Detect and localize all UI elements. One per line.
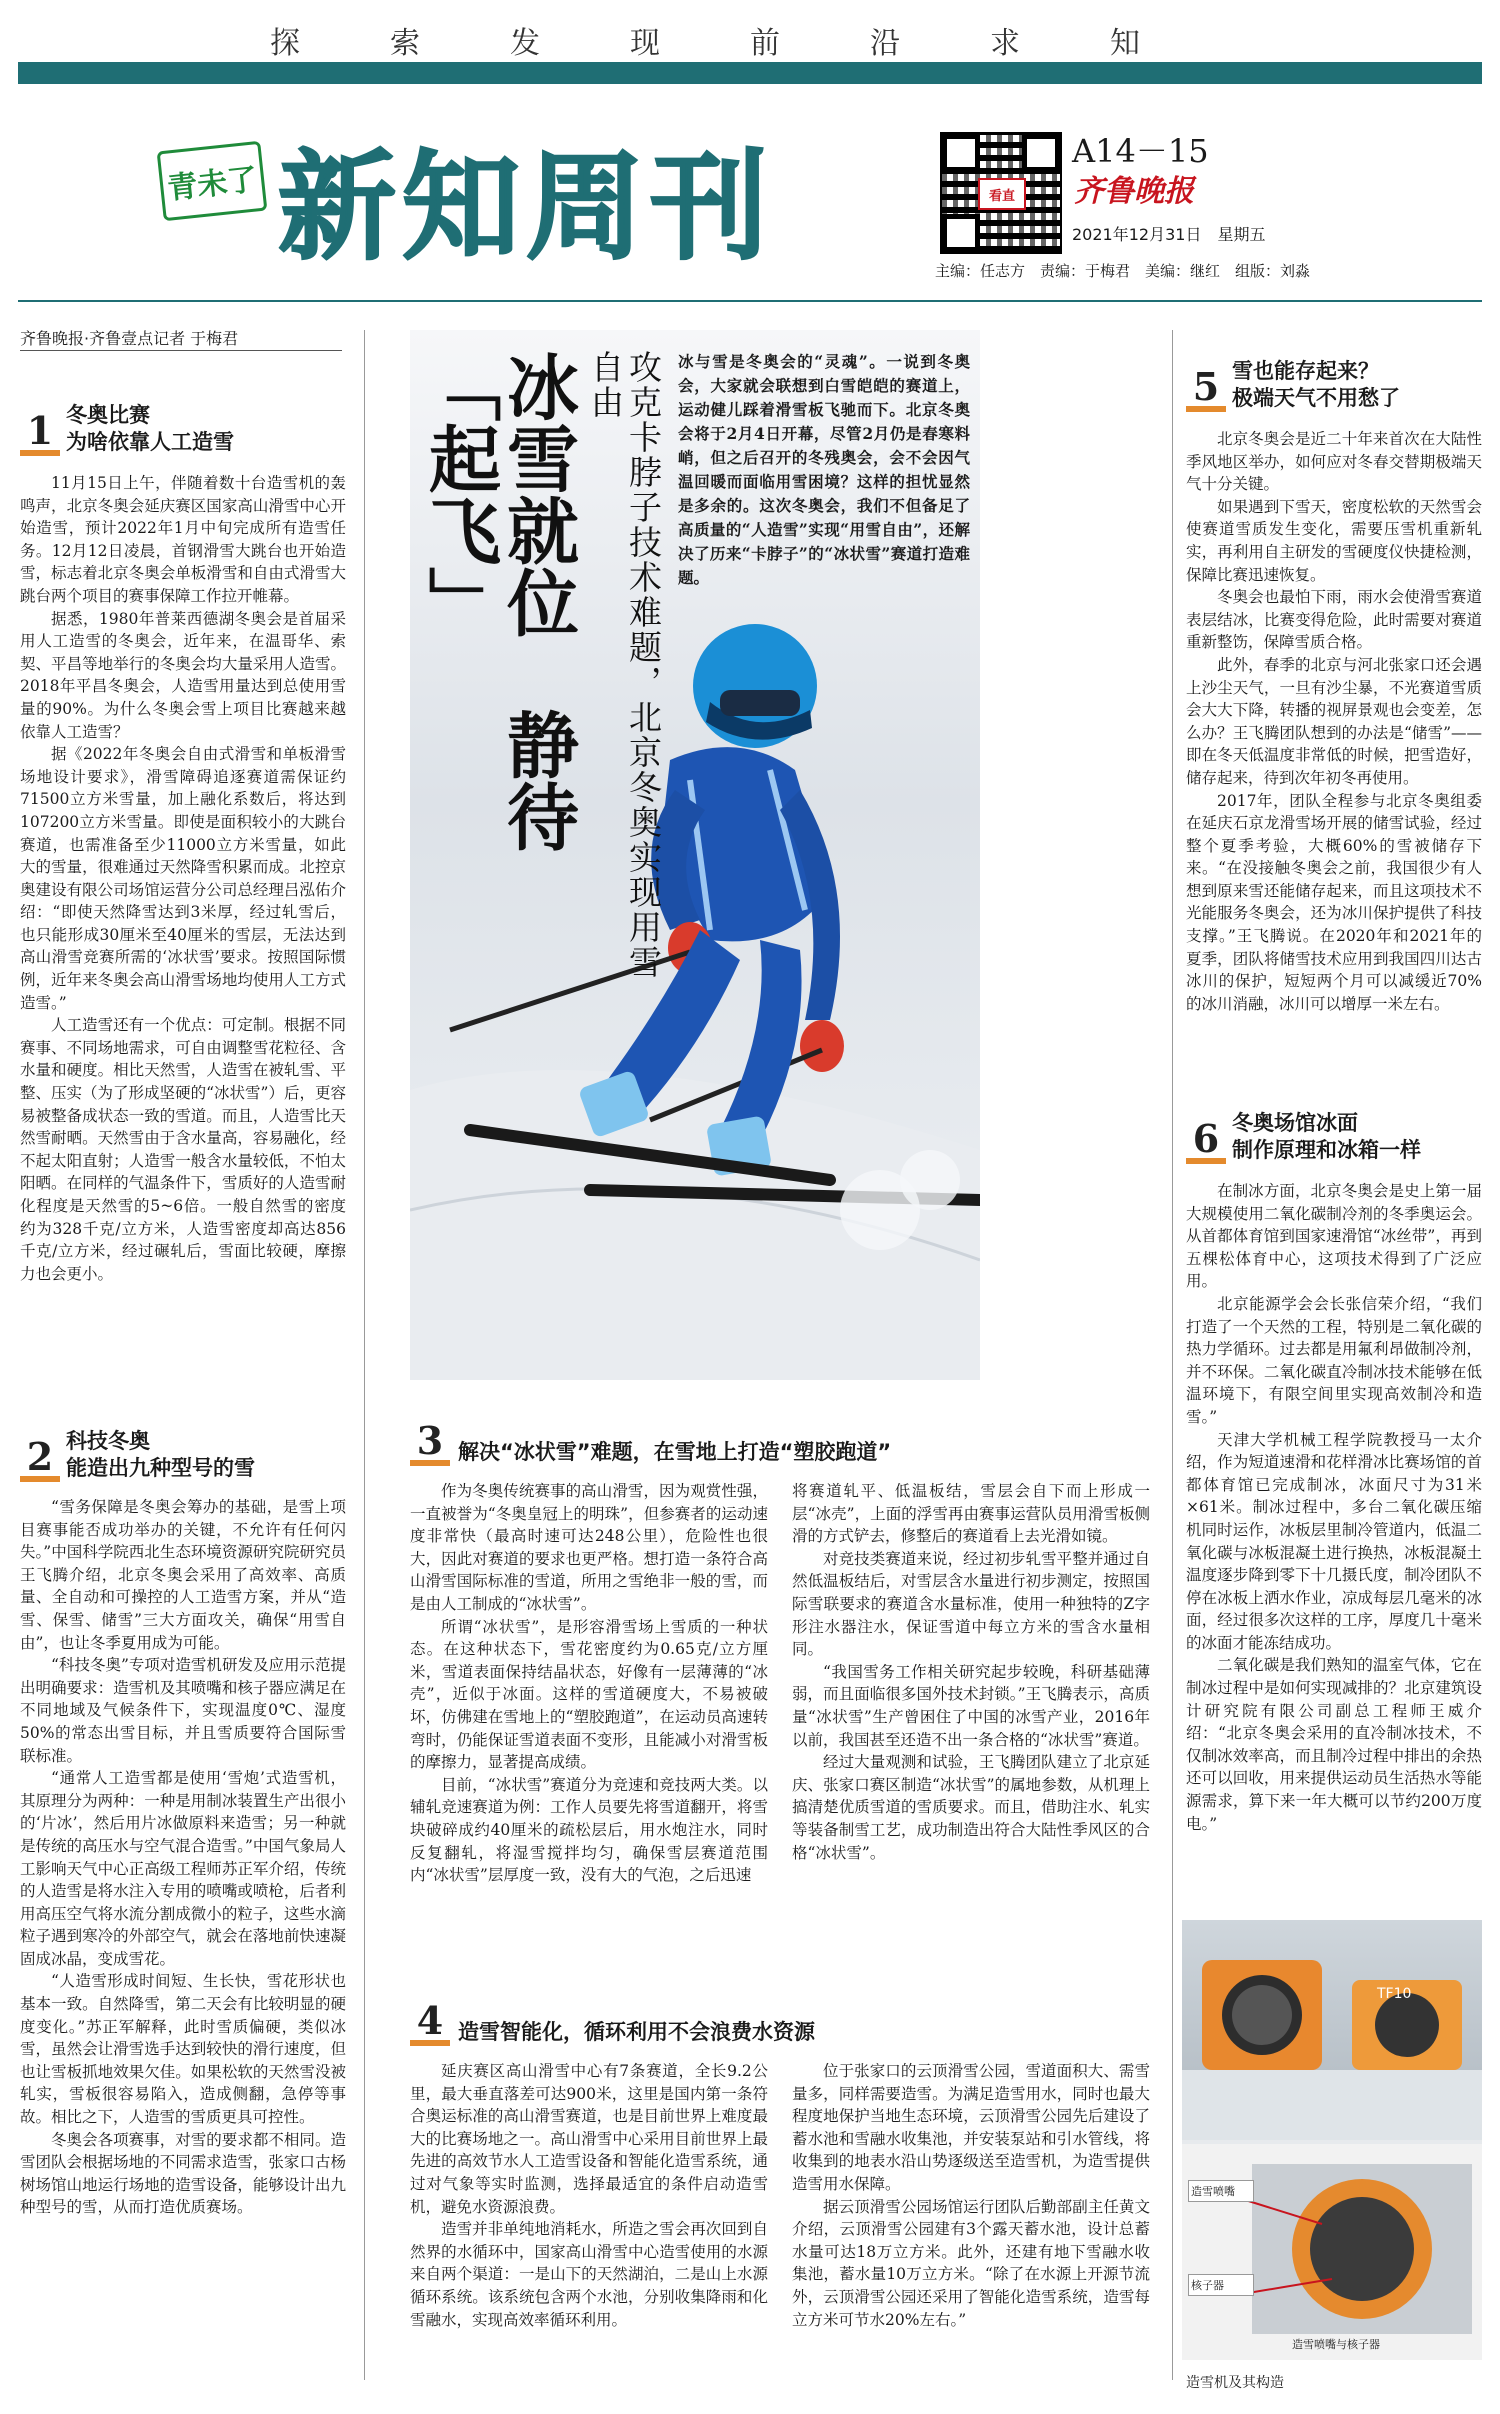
paragraph: 所谓“冰状雪”，是形容滑雪场上雪质的一种状态。在这种状态下，雪花密度约为0.65克/立方厘米，雪道表面保持结晶状态，好像有一层薄薄的“冰壳”，近似于冰面。这样的雪道硬度大，不易被破坏，仿佛建在雪地上的“塑胶跑道”，在运动员高速转弯时，仍能保证雪道表面不变形，且能减小对滑雪板的摩擦力，显著提高成绩。 bbox=[410, 1617, 768, 1772]
qr-label: 看直 bbox=[978, 178, 1026, 210]
section-4-number: 4 bbox=[410, 2000, 450, 2046]
section-6-title-line-1: 冬奥场馆冰面 bbox=[1232, 1111, 1358, 1135]
main-headline bbox=[417, 350, 580, 990]
section-5-title-line-1: 雪也能存起来？ bbox=[1232, 359, 1379, 383]
section-4-column-b bbox=[792, 2060, 1150, 2331]
paragraph: “雪务保障是冬奥会筹办的基础，是雪上项目赛事能否成功举办的关键，不允许有任何闪失。”中国科学院西北生态环境资源研究院研究员王飞腾介绍，北京冬奥会采用了高效率、高质量、全自动和可操控的人工造雪方案，并从“造雪、保雪、储雪”三大方面攻关，确保“用雪自由”，也让冬季夏用成为可能。 bbox=[20, 1498, 346, 1652]
section-logo: 青未了 bbox=[157, 141, 268, 221]
qr-code[interactable] bbox=[940, 132, 1062, 254]
main-headline-line-2: 静待「起飞」 bbox=[417, 350, 580, 853]
section-3-title: 解决“冰状雪”难题，在雪地上打造“塑胶跑道” bbox=[458, 1440, 892, 1464]
section-5 bbox=[1186, 358, 1482, 1015]
section-5-number: 5 bbox=[1186, 366, 1226, 412]
section-1 bbox=[20, 402, 346, 1285]
paragraph: 延庆赛区高山滑雪中心有7条赛道，全长9.2公里，最大垂直落差可达900米，这里是国内第一条符合奥运标准的高山滑雪赛道，也是目前世界上难度最大的比赛场地之一。高山滑雪中心采用目前世界上最先进的高效节水人工造雪设备和智能化造雪系统，通过对气象等实时监测，选择最适宜的条件启动造雪机，避免水资源浪费。 bbox=[410, 2062, 768, 2216]
paragraph: 对竞技类赛道来说，经过初步轧雪平整并通过自然低温板结后，对雪层含水量进行初步测定，按照国际雪联要求的赛道含水量标准，使用一种独特的Z字形注水器注水，保证雪道中每立方米的雪含水量相同。 bbox=[792, 1549, 1150, 1659]
byline-rule bbox=[20, 350, 342, 351]
paragraph: “通常人工造雪都是使用‘雪炮’式造雪机，其原理分为两种：一种是用制冰装置生产出很小的‘片冰’，然后用片冰做原料来造雪；另一种就是传统的高压水与空气混合造雪。”中国气象局人工影响天气中心正高级工程师苏正军介绍，传统的人造雪是将水注入专用的喷嘴或喷枪，后者利用高压空气将水流分割成微小的粒子，这些水滴粒子遇到寒冷的外部空气，就会在落地前快速凝固成冰晶，变成雪花。 bbox=[20, 1769, 346, 1968]
section-6-title bbox=[1232, 1110, 1421, 1164]
section-2-title-line-2: 能造出九种型号的雪 bbox=[66, 1456, 255, 1480]
section-4-title: 造雪智能化，循环利用不会浪费水资源 bbox=[458, 2020, 815, 2044]
section-4-column-a bbox=[410, 2060, 768, 2331]
section-2-title-line-1: 科技冬奥 bbox=[66, 1429, 150, 1453]
issue-date: 2021年12月31日 星期五 bbox=[1072, 225, 1266, 244]
byline: 齐鲁晚报·齐鲁壹点记者 于梅君 bbox=[20, 329, 239, 348]
nozzle-diagram-caption: 造雪喷嘴与核子器 bbox=[1292, 2338, 1380, 2351]
section-1-number: 1 bbox=[20, 410, 60, 456]
paragraph: 位于张家口的云顶滑雪公园，雪道面积大、需雪量多，同样需要造雪。为满足造雪用水，同时也最大程度地保护当地生态环境，云顶滑雪公园先后建设了蓄水池和雪融水收集池，并安装泵站和引水管线，将收集到的地表水沿山势逐级送至造雪机，为造雪提供造雪用水保障。 bbox=[792, 2062, 1150, 2193]
section-3-column-b bbox=[792, 1480, 1150, 1887]
main-headline-group bbox=[417, 350, 663, 990]
section-1-title-line-1: 冬奥比赛 bbox=[66, 403, 150, 427]
section-2-number: 2 bbox=[20, 1436, 60, 1482]
main-subhead-line-2: 北京冬奥实现用雪自由 bbox=[586, 350, 663, 980]
nozzle-diagram bbox=[1182, 2144, 1482, 2360]
section-6-title-line-2: 制作原理和冰箱一样 bbox=[1232, 1138, 1421, 1162]
paragraph: 此外，春季的北京与河北张家口还会遇上沙尘天气，一旦有沙尘暴，不光赛道雪质会大大下降，转播的视屏景观也会变差，怎么办？王飞腾团队想到的办法是“储雪”——即在冬天低温度非常低的时候，把雪造好，储存起来，待到次年初冬再使用。 bbox=[1186, 655, 1482, 787]
snow-machine-photo-top bbox=[1182, 1920, 1482, 2140]
header-color-bar bbox=[18, 62, 1482, 84]
paragraph: 二氧化碳是我们熟知的温室气体，它在制冰过程中是如何实现减排的？北京建筑设计研究院有限公司副总工程师王威介绍：“北京冬奥会采用的直冷制冰技术，不仅制冰效率高，而且制冷过程中排出的余热还可以回收，用来提供运动员生活热水等能源需求，算下来一年大概可以节约200万度电。” bbox=[1186, 1656, 1482, 1833]
section-1-title-line-2: 为啥依靠人工造雪 bbox=[66, 430, 234, 454]
nozzle-label: 造雪喷嘴 bbox=[1188, 2180, 1254, 2202]
section-6-number: 6 bbox=[1186, 1118, 1226, 1164]
section-2 bbox=[20, 1428, 346, 2219]
snow-machine-photo-group bbox=[1182, 1920, 1482, 2360]
paragraph: 造雪并非单纯地消耗水，所造之雪会再次回到自然界的水循环中，国家高山滑雪中心造雪使用的水源来自两个渠道：一是山下的天然湖泊，二是山上水源循环系统。该系统包含两个水池，分别收集降雨和化雪融水，实现高效率循环利用。 bbox=[410, 2220, 768, 2329]
header-slogan: 探索发现前沿求知 bbox=[270, 26, 1230, 61]
photo-caption: 造雪机及其构造 bbox=[1186, 2375, 1284, 2391]
section-5-title bbox=[1232, 358, 1400, 412]
paragraph: 据云顶滑雪公园场馆运行团队后勤部副主任黄文介绍，云顶滑雪公园建有3个露天蓄水池，设计总蓄水量可达18万立方米。此外，还建有地下雪融水收集池，蓄水量10万立方米。“除了在水源上开源节流外，云顶滑雪公园还采用了智能化造雪系统，造雪每立方米可节水20%左右。” bbox=[792, 2197, 1150, 2329]
section-3-column-a bbox=[410, 1480, 768, 1887]
paragraph: 2017年，团队全程参与北京冬奥组委在延庆石京龙滑雪场开展的储雪试验，经过整个夏季考验，大概60%的雪被储存下来。“在没接触冬奥会之前，我国很少有人想到原来雪还能储存起来，而且这项技术不光能服务冬奥会，还为冰川保护提供了科技支撑。”王飞腾说。在2020年和2021年的夏季，团队将储雪技术应用到我国四川达古冰川的保护，短短两个月可以减缓近70%的冰川消融，冰川可以增厚一米左右。 bbox=[1186, 791, 1482, 1013]
paragraph: 作为冬奥传统赛事的高山滑雪，因为观赏性强，一直被誉为“冬奥皇冠上的明珠”，但参赛者的运动速度非常快（最高时速可达248公里），危险性也很大，因此对赛道的要求也更严格。想打造一条符合高山滑雪国际标准的雪道，所用之雪绝非一般的雪，而是由人工制成的“冰状雪”。 bbox=[410, 1482, 768, 1613]
page-number: A14－15 bbox=[1072, 132, 1209, 170]
snow-machine-icon bbox=[1182, 1920, 1482, 2140]
main-subhead-line-1: 攻克卡脖子技术难题， bbox=[624, 350, 663, 700]
section-5-title-line-2: 极端天气不用愁了 bbox=[1232, 386, 1400, 410]
paragraph: 据《2022年冬奥会自由式滑雪和单板滑雪场地设计要求》，滑雪障碍追逐赛道需保证约71500立方米雪量，加上融化系数后，将达到107200立方米雪量。即使是面积较小的大跳台赛道，也需准备至少11000立方米雪量，如此大的雪量，很难通过天然降雪积累而成。北控京奥建设有限公司场馆运营分公司总经理吕泓佑介绍：“即使天然降雪达到3米厚，经过轧雪后，也只能形成30厘米至40厘米的雪层，无法达到高山滑雪竞赛所需的‘冰状雪’要求。按照国际惯例，近年来冬奥会高山滑雪场地均使用人工方式造雪。” bbox=[20, 745, 346, 1012]
paragraph: 如果遇到下雪天，密度松软的天然雪会使赛道雪质发生变化，需要压雪机重新轧实，再利用自主研发的雪硬度仪快捷检测，保障比赛迅速恢复。 bbox=[1186, 497, 1482, 584]
paragraph: 11月15日上午，伴随着数十台造雪机的轰鸣声，北京冬奥会延庆赛区国家高山滑雪中心开始造雪，预计2022年1月中旬完成所有造雪任务。12月12日凌晨，首钢滑雪大跳台也开始造雪，标志着北京冬奥会单板滑雪和自由式滑雪大跳台两个项目的赛事保障工作拉开帷幕。 bbox=[20, 474, 346, 605]
paragraph: 经过大量观测和试验，王飞腾团队建立了北京延庆、张家口赛区制造“冰状雪”的属地参数，从机理上搞清楚优质雪道的雪质要求。而且，借助注水、轧实等装备制雪工艺，成功制造出符合大陆性季风区的合格“冰状雪”。 bbox=[792, 1753, 1150, 1862]
skier-photo bbox=[410, 330, 980, 1380]
paragraph: 目前，“冰状雪”赛道分为竞速和竞技两大类。以辅轧竞速赛道为例：工作人员要先将雪道翻开，将雪块破碎成约40厘米的疏松层后，用水炮注水，同时反复翻轧，将湿雪搅拌均匀，确保雪层赛道范围内“冰状雪”层厚度一致，没有大的气泡，之后迅速 bbox=[410, 1775, 768, 1885]
paragraph: 人工造雪还有一个优点：可定制。根据不同赛事、不同场地需求，可自由调整雪花粒径、含水量和硬度。相比天然雪，人造雪在被轧雪、平整、压实（为了形成坚硬的“冰状雪”）后，更容易被整备成状态一致的雪道。而且，人造雪比天然雪耐晒。天然雪由于含水量高，容易融化，经不起太阳直射；人造雪一般含水量较低，不怕太阳晒。在同样的气温条件下，雪质好的人造雪耐化程度是天然雪的5~6倍。一般自然雪的密度约为328千克/立方米，人造雪密度却高达856千克/立方米，经过碾轧后，雪面比较硬，摩擦力也会更小。 bbox=[20, 1016, 346, 1283]
paragraph: 北京能源学会会长张信荣介绍，“我们打造了一个天然的工程，特别是二氧化碳的热力学循环。过去都是用氟利昂做制冷剂，并不环保。二氧化碳直冷制冰技术能够在低温环境下，有限空间里实现高效制冷和造雪。” bbox=[1186, 1294, 1482, 1426]
paragraph: 在制冰方面，北京冬奥会是史上第一届大规模使用二氧化碳制冷剂的冬季奥运会。从首都体育馆到国家速滑馆“冰丝带”，再到五棵松体育中心，这项技术得到了广泛应用。 bbox=[1186, 1182, 1482, 1291]
main-subhead bbox=[586, 350, 662, 990]
column-rule-right bbox=[1172, 330, 1173, 2380]
section-3 bbox=[410, 1420, 1150, 1887]
section-2-title bbox=[66, 1428, 255, 1482]
paragraph: 冬奥会各项赛事，对雪的要求都不相同。造雪团队会根据场地的不同需求造雪，张家口古杨树场馆山地运行场地的造雪设备，能够设计出九种型号的雪，从而打造优质赛场。 bbox=[20, 2130, 346, 2217]
nozzle-illustration bbox=[1182, 2144, 1482, 2360]
paragraph: 北京冬奥会是近二十年来首次在大陆性季风地区举办，如何应对冬春交替期极端天气十分关键。 bbox=[1186, 430, 1482, 494]
section-1-title bbox=[66, 402, 234, 456]
editor-credits: 主编：任志方 责编：于梅君 美编：继红 组版：刘淼 bbox=[935, 262, 1311, 280]
section-3-number: 3 bbox=[410, 1420, 450, 1466]
section-4 bbox=[410, 2000, 1150, 2331]
masthead-title: 新知周刊 bbox=[278, 138, 775, 276]
paragraph: 天津大学机械工程学院教授马一太介绍，作为短道速滑和花样滑冰比赛场馆的首都体育馆已完成制冰，冰面尺寸为31米×61米。制冰过程中，多台二氧化碳压缩机同时运作，冰板层里制冷管道内，低温二氧化碳与冰板混凝土进行换热，冰板混凝土温度逐步降到零下十几摄氏度，制冷团队不停在冰板上洒水作业，凉成每层几毫米的冰面，经过很多次这样的工序，厚度几十毫米的冰面才能冻结成功。 bbox=[1186, 1430, 1482, 1652]
paragraph: 冬奥会也最怕下雨，雨水会使滑雪赛道表层结冰，比赛变得危险，此时需要对赛道重新整饬，保障雪质合格。 bbox=[1186, 588, 1482, 652]
paper-name: 齐鲁晚报 bbox=[1074, 174, 1194, 209]
paragraph: “我国雪务工作相关研究起步较晚，科研基础薄弱，而且面临很多国外技术封锁。”王飞腾表示，高质量“冰状雪”生产曾困住了中国的冰雪产业，2016年以前，我国甚至还造不出一条合格的“冰状雪”赛道。 bbox=[792, 1662, 1150, 1749]
paragraph: 据悉，1980年普莱西德湖冬奥会是首届采用人工造雪的冬奥会，近年来，在温哥华、索契、平昌等地举行的冬奥会均大量采用人造雪。2018年平昌冬奥会，人造雪用量达到总使用雪量的90%。为什么冬奥会雪上项目比赛越来越依靠人工造雪？ bbox=[20, 609, 346, 741]
section-6 bbox=[1186, 1110, 1482, 1835]
main-headline-line-1: 冰雪就位 bbox=[495, 350, 580, 638]
nucleator-label: 核子器 bbox=[1188, 2274, 1254, 2296]
lead-paragraph: 冰与雪是冬奥会的“灵魂”。一说到冬奥会，大家就会联想到白雪皑皑的赛道上，运动健儿踩着滑雪板飞驰而下。北京冬奥会将于2月4日开幕，尽管2月仍是春寒料峭，但之后召开的冬残奥会，会不会因气温回暖而面临用雪困境？这样的担忧显然是多余的。这次冬奥会，我们不但备足了高质量的“人造雪”实现“用雪自由”，还解决了历来“卡脖子”的“冰状雪”赛道打造难题。 bbox=[678, 352, 970, 587]
paragraph: “科技冬奥”专项对造雪机研发及应用示范提出明确要求：造雪机及其喷嘴和核子器应满足在不同地域及气候条件下，实现温度0℃、湿度50%的常态出雪目标，并且雪质要符合国际雪联标准。 bbox=[20, 1656, 346, 1765]
header-divider bbox=[18, 300, 1482, 302]
paragraph: “人造雪形成时间短、生长快，雪花形状也基本一致。自然降雪，第二天会有比较明显的硬度变化。”苏正军解释，此时雪质偏硬，类似冰雪，虽然会让滑雪选手达到较快的滑行速度，但也让雪板抓地效果欠佳。如果松软的天然雪没被轧实，雪板很容易陷入，造成侧翻，急停等事故。相比之下，人造雪的雪质更具可控性。 bbox=[20, 1972, 346, 2127]
machine-model-label: TF10 bbox=[1377, 1986, 1412, 2002]
paragraph: 将赛道轧平、低温板结，雪层会自下而上形成一层“冰壳”，上面的浮雪再由赛事运营队员用滑雪板侧滑的方式铲去，修整后的赛道看上去光滑如镜。 bbox=[792, 1482, 1150, 1546]
column-rule-left bbox=[364, 330, 365, 2380]
